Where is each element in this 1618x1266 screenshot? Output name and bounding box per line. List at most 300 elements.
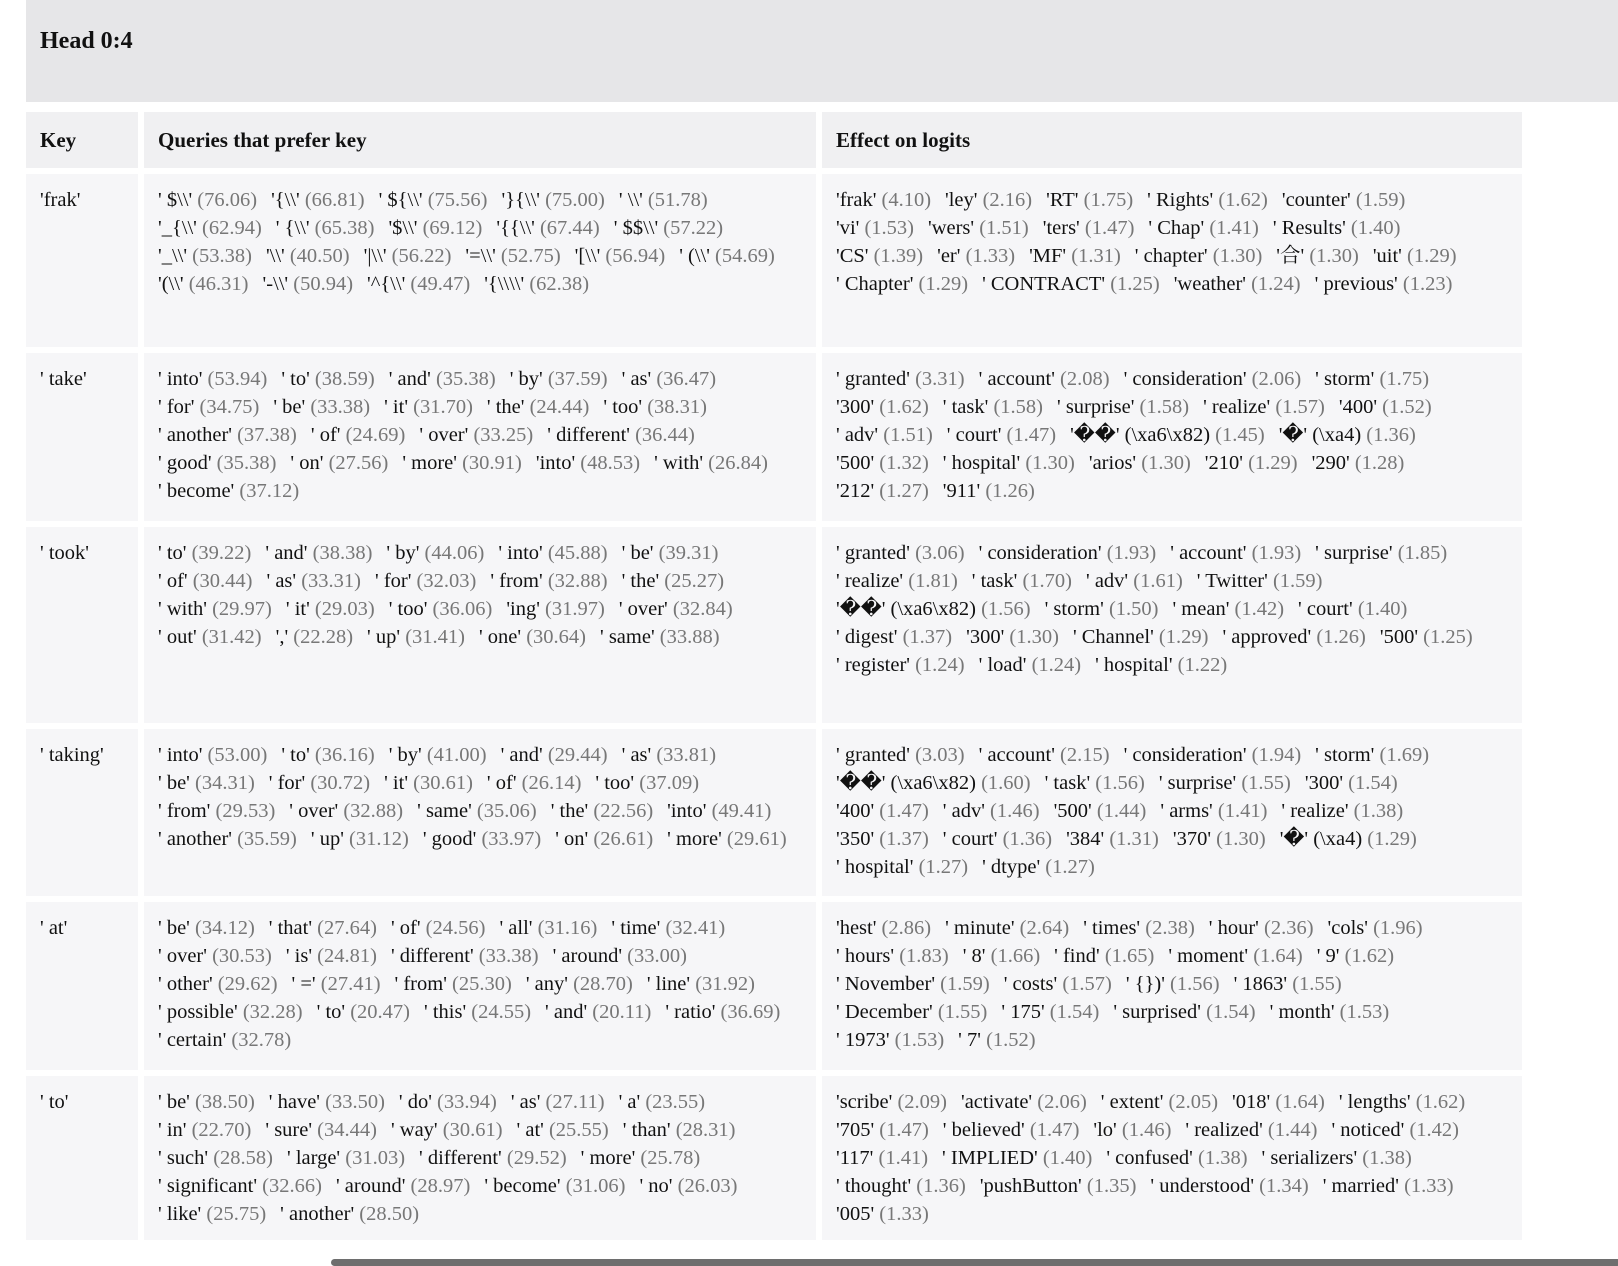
logit-token [1339,1088,1465,1116]
token-score: (1.54) [1200,1001,1256,1023]
query-token [389,595,493,623]
query-token [611,914,725,942]
token-score: (1.41) [1212,800,1268,822]
logit-token [836,1116,929,1144]
token-score: (69.12) [417,217,483,239]
token-text: ' chapter' [1134,245,1208,267]
token-text: ' no' [639,1175,673,1197]
token-text: ' be' [158,917,190,939]
token-text: ' adv' [1086,570,1129,592]
query-token [665,998,780,1026]
token-score: (1.32) [874,452,929,474]
token-score: (1.47) [1079,217,1135,239]
logit-token [836,242,923,270]
query-token [158,242,252,270]
token-text: 'weather' [1173,273,1246,295]
token-score: (29.44) [542,744,608,766]
query-token [487,393,589,421]
token-score: (37.59) [542,368,608,390]
token-text: ' the' [550,800,589,822]
token-score: (1.23) [1397,273,1453,295]
token-text: ',' [275,626,289,648]
token-text: 'ing' [506,598,540,620]
token-score: (1.58) [1134,396,1190,418]
query-token [389,365,496,393]
token-score: (1.60) [975,772,1031,794]
token-text: ' as' [510,1091,541,1113]
query-token [502,186,605,214]
horizontal-scrollbar[interactable] [331,1259,1618,1266]
query-token [276,623,353,651]
query-token [581,1144,701,1172]
query-token [158,449,276,477]
token-score: (28.70) [567,973,633,995]
token-text: ' times' [1083,917,1141,939]
token-text: ' arms' [1160,800,1213,822]
token-text: ' (\\' [679,245,710,267]
token-text: ' over' [289,800,339,822]
token-score: (2.15) [1054,744,1110,766]
query-token [619,1088,706,1116]
token-text: 'pushButton' [979,1175,1082,1197]
token-text: ' good' [422,828,477,850]
token-score: (75.56) [422,189,488,211]
token-score: (30.61) [408,772,473,794]
query-token [158,567,253,595]
logit-token [1339,393,1432,421]
token-score: (33.81) [651,744,717,766]
token-score: (30.61) [437,1119,503,1141]
token-score: (1.34) [1254,1175,1309,1197]
token-score: (29.97) [206,598,272,620]
token-score: (1.30) [1304,245,1359,267]
token-text: '500' [836,452,875,474]
token-score: (1.75) [1374,368,1430,390]
token-score: (31.70) [408,396,473,418]
token-score: (1.47) [1001,424,1057,446]
query-token [158,595,272,623]
logit-token [1298,595,1407,623]
logit-token [836,365,965,393]
token-score: (1.54) [1343,772,1398,794]
token-score: (1.54) [1044,1001,1100,1023]
token-text: ' other' [158,973,213,995]
logit-token [943,477,1035,505]
token-text: ' surprised' [1113,1001,1201,1023]
token-text: ' account' [978,744,1055,766]
logit-token [836,970,990,998]
token-score: (1.39) [868,245,924,267]
token-score: (33.97) [476,828,542,850]
logit-token [947,421,1056,449]
token-text: ' have' [268,1091,320,1113]
token-score: (1.46) [1116,1119,1172,1141]
query-token [384,769,473,797]
token-score: (1.65) [1099,945,1155,967]
token-score: (51.78) [642,189,708,211]
token-score: (1.44) [1091,800,1147,822]
token-score: (31.06) [560,1175,626,1197]
token-score: (36.16) [309,744,375,766]
token-text: ' task' [1044,772,1091,794]
token-score: (29.52) [501,1147,567,1169]
token-text: ' out' [158,626,197,648]
token-text: ' over' [618,598,668,620]
query-token [158,825,297,853]
query-token [667,825,787,853]
token-score: (20.47) [345,1001,410,1023]
query-token [158,1116,251,1144]
token-score: (2.08) [1054,368,1110,390]
token-text: ' December' [836,1001,933,1023]
token-text: '005' [836,1203,875,1225]
token-text: ' and' [500,744,543,766]
token-score: (28.50) [354,1203,420,1225]
token-text: 'arios' [1088,452,1137,474]
token-score: (36.69) [715,1001,781,1023]
token-text: ' at' [516,1119,544,1141]
token-score: (1.55) [1287,973,1342,995]
token-score: (33.31) [296,570,361,592]
token-text: ' into' [158,744,203,766]
logit-token [1159,769,1291,797]
token-text: ' $\\' [158,189,193,211]
token-score: (29.62) [212,973,278,995]
token-text: ' from' [158,800,211,822]
header-bar [26,0,1618,102]
token-text: ' 7' [958,1029,981,1051]
token-text: ' \\' [618,189,643,211]
token-text: 'uit' [1372,245,1402,267]
token-score: (1.41) [1204,217,1259,239]
token-text: ' like' [158,1203,202,1225]
token-text: 'CS' [836,245,869,267]
logit-token [1095,651,1227,679]
token-text: ' realize' [1203,396,1271,418]
token-text: '$\\' [388,217,418,239]
token-score: (30.72) [305,772,371,794]
token-score: (31.16) [532,917,598,939]
query-token [384,393,473,421]
token-text: ' than' [622,1119,671,1141]
query-token [388,214,482,242]
logit-token [1054,797,1147,825]
token-score: (29.03) [309,598,375,620]
token-text: ' task' [971,570,1018,592]
logit-token [1185,1116,1317,1144]
token-text: ' way' [390,1119,438,1141]
query-token [622,567,724,595]
token-score: (1.36) [1361,424,1416,446]
table-header-row [26,112,1522,168]
logit-token [836,567,958,595]
token-text: '��' (\xa6\x82) [1070,424,1211,446]
token-text: ' court' [942,828,998,850]
token-score: (1.45) [1210,424,1265,446]
token-text: ' become' [158,480,235,502]
token-text: ' be' [273,396,306,418]
token-score: (26.03) [672,1175,738,1197]
token-text: '[\\' [574,245,601,267]
query-token [158,421,297,449]
token-score: (33.38) [305,396,371,418]
logit-token [1148,214,1258,242]
query-token [619,595,733,623]
query-token [367,623,465,651]
query-token [158,270,249,298]
token-score: (1.35) [1081,1175,1137,1197]
token-text: ' up' [310,828,344,850]
token-text: ' certain' [158,1029,227,1051]
token-score: (65.38) [309,217,375,239]
token-text: ' 175' [1001,1001,1045,1023]
logit-token [1045,769,1145,797]
token-score: (32.84) [667,598,733,620]
token-text: ' hospital' [942,452,1021,474]
token-text: ' adv' [836,424,879,446]
token-text: ' Results' [1272,217,1346,239]
token-score: (35.59) [231,828,297,850]
query-token [286,942,377,970]
token-score: (31.41) [400,626,465,648]
logit-token [836,1200,929,1228]
query-token [391,1116,503,1144]
token-text: 'MF' [1029,245,1067,267]
token-score: (22.56) [588,800,654,822]
logit-token [943,449,1075,477]
token-text: ' storm' [1315,368,1375,390]
logit-token [1279,421,1416,449]
query-token [286,595,375,623]
token-score: (1.22) [1172,654,1228,676]
token-text: ' the' [486,396,525,418]
logit-token [1168,942,1302,970]
logit-token [1174,270,1301,298]
key-cell: ' at' [26,902,138,1070]
token-text: ' storm' [1044,598,1104,620]
token-score: (33.38) [473,945,539,967]
query-token [391,914,486,942]
token-text: ' 1863' [1233,973,1288,995]
token-score: (1.96) [1367,917,1423,939]
logit-token [836,942,949,970]
query-token [158,797,275,825]
token-score: (49.41) [706,800,772,822]
query-token [158,769,255,797]
query-token [510,365,608,393]
query-token [263,270,354,298]
token-text: 'er' [937,245,961,267]
token-text: ' by' [386,542,420,564]
query-token [273,393,370,421]
queries-cell [144,527,816,723]
effects-cell [822,527,1522,723]
query-token [603,393,707,421]
logit-token [836,623,952,651]
token-score: (32.66) [257,1175,322,1197]
token-text: ' for' [268,772,306,794]
token-score: (39.31) [653,542,719,564]
token-text: ' another' [158,424,232,446]
token-score: (35.38) [430,368,496,390]
logit-token [1315,741,1429,769]
token-score: (1.59) [1267,570,1323,592]
token-score: (1.40) [1345,217,1401,239]
token-score: (1.51) [878,424,933,446]
token-text: ' Twitter' [1196,570,1268,592]
logit-token [1124,365,1302,393]
token-score: (1.30) [1207,245,1263,267]
effects-cell [822,902,1522,1070]
logit-token [979,539,1157,567]
token-text: '��' (\xa6\x82) [836,772,976,794]
token-text: ' realize' [836,570,904,592]
token-score: (1.47) [874,1119,929,1141]
token-text: ' dtype' [982,856,1041,878]
query-token [158,998,303,1026]
query-token [158,914,255,942]
token-text: 'counter' [1281,189,1351,211]
token-text: 'wers' [928,217,975,239]
query-token [158,741,267,769]
logit-token [1160,797,1267,825]
table-row [26,902,1522,1070]
token-score: (1.25) [1418,626,1473,648]
token-score: (1.46) [984,800,1040,822]
token-text: ' consideration' [1123,744,1247,766]
token-score: (53.94) [202,368,268,390]
logit-token [836,741,965,769]
token-score: (28.31) [670,1119,736,1141]
queries-cell [144,902,816,1070]
token-score: (41.00) [421,744,487,766]
token-score: (2.38) [1140,917,1195,939]
logit-token [1373,242,1457,270]
token-text: ' more' [667,828,722,850]
token-score: (33.50) [320,1091,385,1113]
query-token [386,539,484,567]
token-text: ' serializers' [1261,1147,1358,1169]
token-text: ' to' [316,1001,346,1023]
token-score: (1.93) [1101,542,1157,564]
query-token [654,449,768,477]
token-score: (27.64) [312,917,377,939]
query-token [553,942,687,970]
token-text: '300' [966,626,1005,648]
token-text: ' line' [646,973,691,995]
token-text: ' to' [281,368,310,390]
token-text: '|\\' [363,245,387,267]
token-score: (1.30) [1020,452,1075,474]
token-score: (1.27) [1040,856,1095,878]
token-text: ' month' [1269,1001,1335,1023]
logit-token [1234,970,1342,998]
queries-cell [144,353,816,521]
logit-token [836,477,929,505]
token-score: (2.64) [1014,917,1070,939]
token-text: '\\' [265,245,285,267]
token-text: ' understood' [1150,1175,1255,1197]
token-text: ' by' [388,744,422,766]
token-text: 'frak' [836,189,877,211]
token-score: (1.31) [1066,245,1121,267]
logit-token [836,1172,966,1200]
token-text: 'cols' [1327,917,1368,939]
table-row [26,1076,1522,1240]
token-text: ' Rights' [1147,189,1214,211]
token-score: (1.53) [1334,1001,1390,1023]
logit-token [961,1088,1087,1116]
logit-token [836,769,1031,797]
logit-token [1150,1172,1308,1200]
token-score: (48.53) [575,452,641,474]
logit-token [1029,242,1121,270]
logit-token [1173,825,1266,853]
query-token [391,942,539,970]
token-text: ' ${\\' [378,189,423,211]
table-row [26,527,1522,723]
query-token [399,1088,497,1116]
token-text: '705' [836,1119,875,1141]
logit-token [1001,998,1099,1026]
token-text: ' this' [424,1001,467,1023]
token-text: '500' [1053,800,1092,822]
token-score: (56.94) [600,245,666,267]
token-score: (30.64) [521,626,586,648]
token-score: (24.44) [524,396,590,418]
token-text: ' too' [388,598,428,620]
token-text: '018' [1232,1091,1271,1113]
token-score: (1.33) [960,245,1016,267]
token-text: ' and' [545,1001,588,1023]
query-token [484,1172,625,1200]
token-score: (22.70) [186,1119,252,1141]
query-token [545,998,651,1026]
token-score: (29.61) [721,828,787,850]
token-score: (37.09) [634,772,700,794]
token-score: (38.50) [189,1091,255,1113]
query-token [667,797,771,825]
token-text: ' from' [490,570,543,592]
key-cell: ' to' [26,1076,138,1240]
token-text: ' significant' [158,1175,258,1197]
token-score: (1.37) [874,828,929,850]
query-token [269,1088,385,1116]
token-text: ' another' [280,1203,355,1225]
token-text: ' Chapter' [836,273,914,295]
logit-token [958,1026,1035,1054]
query-token [290,449,388,477]
token-score: (56.22) [386,245,452,267]
token-text: ' 9' [1316,945,1340,967]
logit-token [979,741,1110,769]
token-score: (25.75) [201,1203,267,1225]
token-text: ' register' [836,654,910,676]
query-token [364,242,452,270]
token-text: '210' [1204,452,1243,474]
token-text: '{\\' [271,189,300,211]
token-text: ' ratio' [665,1001,716,1023]
token-text: ' noticed' [1331,1119,1405,1141]
logit-token [1282,186,1406,214]
token-score: (1.57) [1270,396,1325,418]
logit-token [1203,393,1325,421]
token-text: ' of' [486,772,517,794]
token-score: (1.66) [985,945,1041,967]
token-text: ' one' [478,626,522,648]
query-token [465,242,560,270]
token-text: '400' [1338,396,1378,418]
